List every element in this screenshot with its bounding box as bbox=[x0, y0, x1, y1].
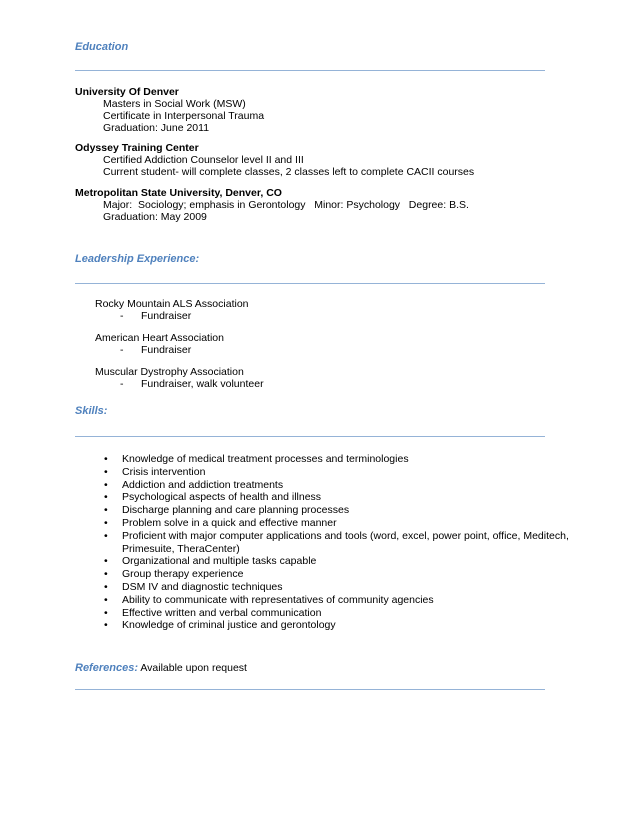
organization-name: Rocky Mountain ALS Association bbox=[95, 298, 249, 310]
list-item bbox=[104, 517, 592, 530]
skills-list bbox=[104, 453, 592, 632]
role-dash: - bbox=[120, 310, 124, 322]
bullet-icon: • bbox=[104, 568, 108, 581]
bullet-icon: • bbox=[104, 465, 108, 478]
list-item bbox=[104, 594, 592, 607]
references-text: Available upon request bbox=[140, 662, 247, 674]
bullet-icon: • bbox=[104, 619, 108, 632]
skill-text: Group therapy experience bbox=[122, 568, 244, 581]
references-heading: References: bbox=[75, 662, 138, 674]
school-detail: Masters in Social Work (MSW) bbox=[103, 98, 246, 110]
bullet-icon: • bbox=[104, 580, 108, 593]
list-item bbox=[104, 619, 592, 632]
skill-text: Problem solve in a quick and effective manner bbox=[122, 516, 337, 529]
skill-text: Knowledge of medical treatment processes and terminologies bbox=[122, 453, 409, 465]
list-item bbox=[104, 453, 592, 466]
school-detail: Graduation: May 2009 bbox=[103, 211, 207, 223]
list-item bbox=[104, 607, 592, 620]
skill-text: Proficient with major computer applications and tools (word, excel, power point, office, Meditech, Primesuite, TheraCenter) bbox=[122, 529, 569, 555]
role-text: Fundraiser bbox=[141, 344, 192, 356]
list-item bbox=[104, 504, 592, 517]
school-detail: Graduation: June 2011 bbox=[103, 122, 210, 134]
skill-text: DSM IV and diagnostic techniques bbox=[122, 580, 283, 593]
skill-text: Ability to communicate with representatives of community agencies bbox=[122, 593, 434, 606]
school-name: Metropolitan State University, Denver, CO bbox=[75, 187, 282, 199]
bullet-icon: • bbox=[104, 516, 108, 529]
school-detail: Certified Addiction Counselor level II and III bbox=[103, 154, 304, 166]
list-item bbox=[104, 491, 592, 504]
section-divider bbox=[75, 283, 545, 284]
skill-text: Organizational and multiple tasks capable bbox=[122, 555, 317, 568]
skill-text: Addiction and addiction treatments bbox=[122, 478, 284, 491]
bullet-icon: • bbox=[104, 491, 108, 504]
list-item bbox=[104, 530, 592, 556]
skill-text: Knowledge of criminal justice and gerontology bbox=[122, 619, 336, 632]
bullet-icon: • bbox=[104, 606, 108, 619]
school-name: University Of Denver bbox=[75, 86, 179, 98]
skill-text: Psychological aspects of health and illness bbox=[122, 491, 322, 504]
list-item bbox=[104, 581, 592, 594]
skill-text: Effective written and verbal communication bbox=[122, 606, 322, 619]
school-name: Odyssey Training Center bbox=[75, 142, 199, 154]
skill-text: Crisis intervention bbox=[122, 465, 206, 478]
section-divider bbox=[75, 436, 545, 437]
list-item bbox=[104, 479, 592, 492]
school-detail: Certificate in Interpersonal Trauma bbox=[103, 110, 265, 122]
list-item bbox=[104, 568, 592, 581]
organization-name: American Heart Association bbox=[95, 332, 224, 344]
list-item bbox=[104, 555, 592, 568]
organization-name: Muscular Dystrophy Association bbox=[95, 366, 244, 378]
role-text: Fundraiser bbox=[141, 310, 192, 322]
section-divider bbox=[75, 689, 545, 690]
school-detail: Current student- will complete classes, 2 classes left to complete CACII courses bbox=[103, 166, 475, 178]
bullet-icon: • bbox=[104, 478, 108, 491]
bullet-icon: • bbox=[104, 453, 108, 465]
list-item bbox=[104, 466, 592, 479]
bullet-icon: • bbox=[104, 529, 108, 542]
role-dash: - bbox=[120, 344, 124, 356]
leadership-heading: Leadership Experience: bbox=[75, 253, 200, 265]
bullet-icon: • bbox=[104, 555, 108, 568]
role-text: Fundraiser, walk volunteer bbox=[141, 378, 264, 390]
skills-heading: Skills: bbox=[75, 405, 108, 417]
role-dash: - bbox=[120, 378, 124, 390]
skill-text: Discharge planning and care planning processes bbox=[122, 504, 350, 517]
bullet-icon: • bbox=[104, 593, 108, 606]
bullet-icon: • bbox=[104, 504, 108, 517]
references-line bbox=[75, 662, 247, 674]
school-detail: Major: Sociology; emphasis in Gerontology Minor: Psychology Degree: B.S. bbox=[103, 199, 469, 211]
section-divider bbox=[75, 70, 545, 71]
education-heading: Education bbox=[75, 41, 129, 53]
